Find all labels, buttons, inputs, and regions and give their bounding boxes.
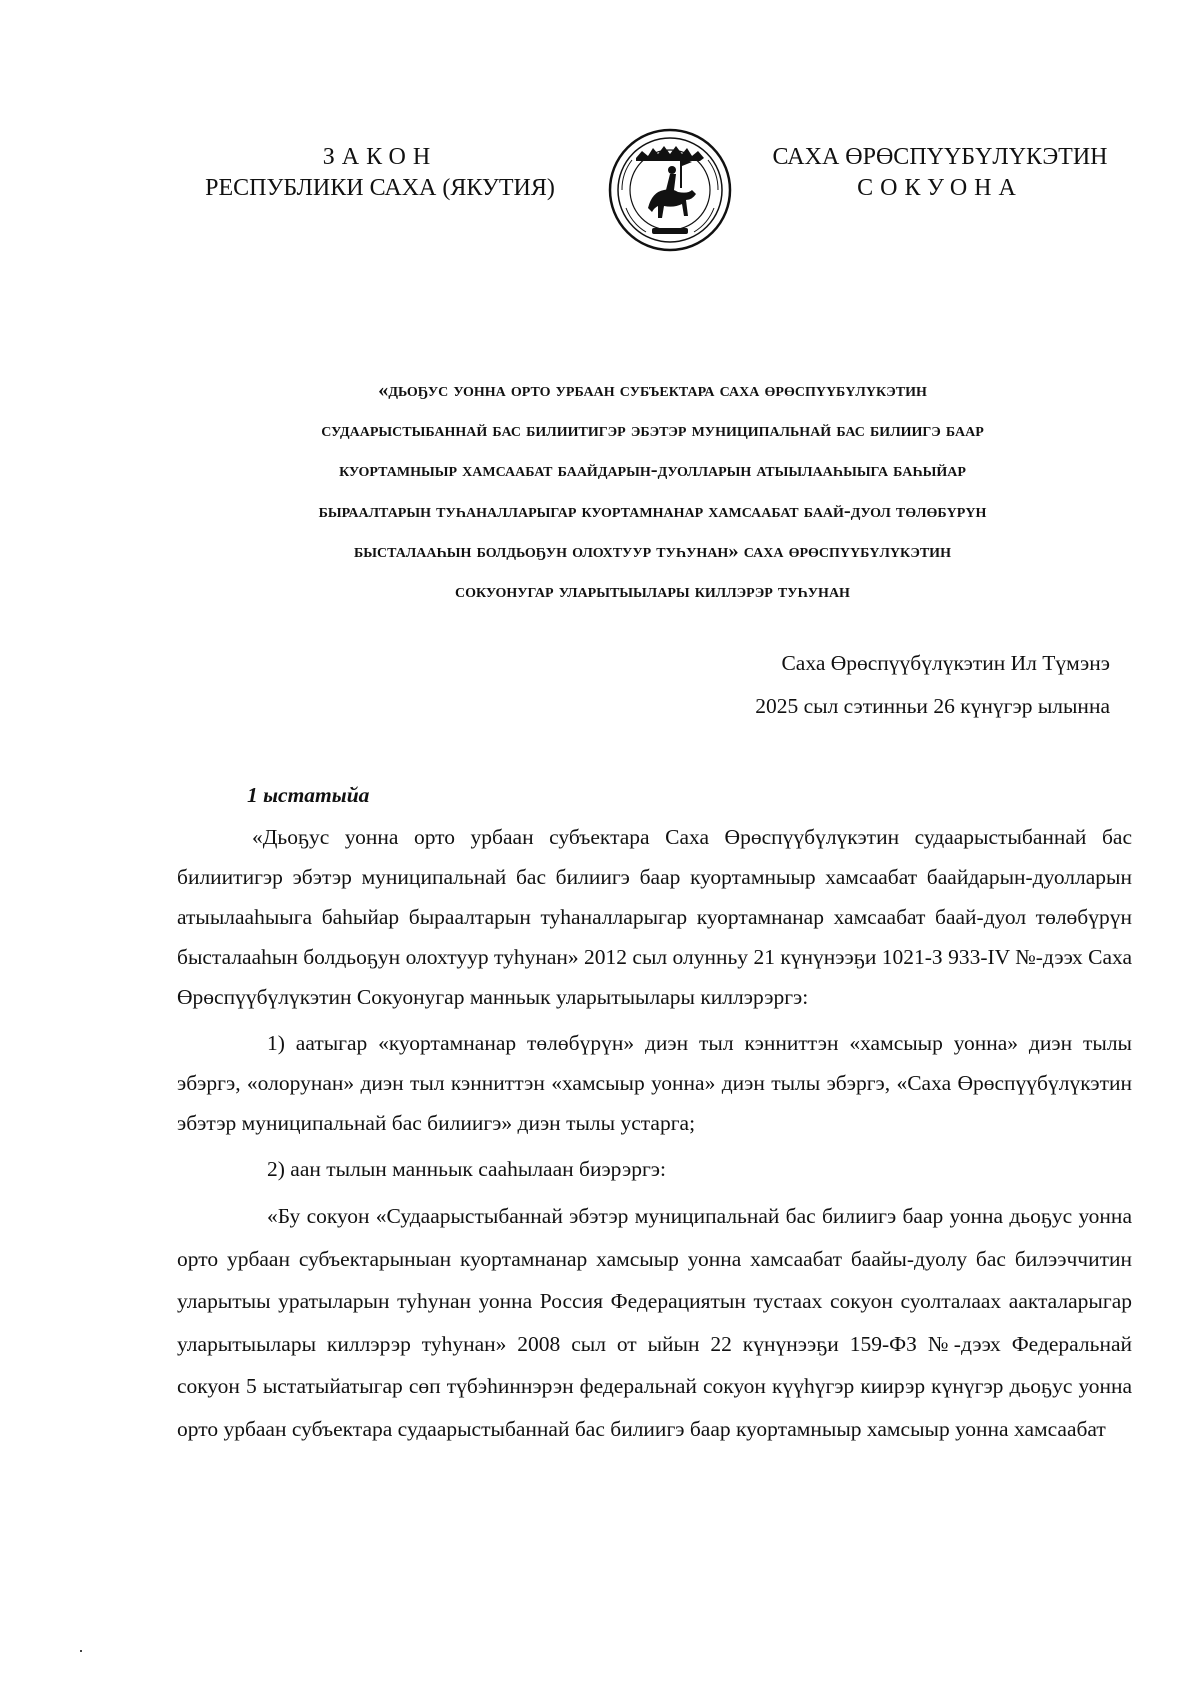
header-left bbox=[170, 142, 590, 204]
title-line: судаарыстыбаннай бас билиитигэр эбэтэр муниципальнай бас билиигэ баар bbox=[321, 419, 984, 442]
title-line: куортамныыр хамсаабат баайдарын-дуолларын атыылааһыыга баһыйар bbox=[339, 459, 966, 482]
title-line: сокуонугар уларытыылары киллэрэр туһунан bbox=[455, 580, 850, 603]
scan-speck bbox=[80, 1650, 82, 1652]
title-line: «дьоҕус уонна орто урбаан субъектара саха өрөспүүбүлүкэтин bbox=[378, 379, 927, 401]
article-heading: 1 ыстатыйа bbox=[247, 783, 370, 807]
header-left-law: ЗАКОН bbox=[322, 144, 438, 170]
title-line: бысталааһын болдьоҕун олохтуур туһунан» саха өрөспүүбүлүкэтин bbox=[354, 539, 951, 562]
law-title bbox=[170, 370, 1135, 611]
header-right bbox=[745, 142, 1135, 204]
header-right-republic: САХА ӨРӨСПҮҮБҮЛҮКЭТИН bbox=[772, 144, 1108, 170]
sakha-emblem-icon bbox=[608, 128, 732, 252]
article-intro: «Дьоҕус уонна орто урбаан субъектара Саха Өрөспүүбүлүкэтин судаарыстыбаннай бас билиитигэр эбэтэр муниципальнай бас билиигэ баар куортамныыр хамсаабат баайдарын-дуолларын атыылааһыыга баһыйар быраалтарын туһаналларыгар куортамнанар хамсаабат баай-дуол төлөбүрүн бысталааһын болдьоҕун олохтуур туһунан» 2012 сыл олунньу 21 күнүнээҕи 1021-З 933-IV №-дээх Саха Өрөспүүбүлүкэтин Сокуонугар манньык уларытыылары киллэрэргэ: bbox=[177, 825, 1132, 1009]
adoption-date: 2025 сыл сэтинньи 26 күнүгэр ылынна bbox=[755, 694, 1110, 718]
adoption-block bbox=[755, 642, 1110, 728]
article-item-2: 2) аан тылын манньык сааһылаан биэрэргэ: bbox=[267, 1157, 666, 1181]
title-line: быраалтарын туһаналларыгар куортамнанар хамсаабат баай-дуол төлөбүрүн bbox=[318, 499, 987, 522]
adoption-body: Саха Өрөспүүбүлүкэтин Ил Түмэнэ bbox=[781, 651, 1110, 675]
article-item-1: 1) аатыгар «куортамнанар төлөбүрүн» диэн тыл кэнниттэн «хамсыыр уонна» диэн тылы эбэргэ, «олорунан» диэн тыл кэнниттэн «хамсыыр уонна» диэн тылы эбэргэ, «Саха Өрөспүүбүлүкэтин эбэтэр муниципальнай бас билиигэ» диэн тылы устарга; bbox=[177, 1031, 1132, 1135]
article-quote: «Бу сокуон «Судаарыстыбаннай эбэтэр муниципальнай бас билиигэ баар уонна дьоҕус уонна орто урбаан субъектарыныан куортамнанар хамсыыр уонна хамсаабат баайы-дуолу бас билээччитин уларытыы уратыларын туһунан уонна Россия Федерациятын тустаах сокуон суолталаах аакталарыгар уларытыылары киллэрэр туһунан» 2008 сыл от ыйын 22 күнүнээҕи 159-ФЗ №-дээх Федеральнай сокуон 5 ыстатыйатыгар сөп түбэһиннэрэн федеральнай сокуон күүһүгэр киирэр күнүгэр дьоҕус уонна орто урбаан субъектара судаарыстыбаннай бас билиигэ баар куортамныыр хамсыыр уонна хамсаабат bbox=[177, 1204, 1132, 1441]
header-left-republic: РЕСПУБЛИКИ САХА (ЯКУТИЯ) bbox=[205, 175, 555, 201]
header-right-law: СОКУОНА bbox=[857, 175, 1023, 201]
document-body bbox=[177, 775, 1132, 1450]
